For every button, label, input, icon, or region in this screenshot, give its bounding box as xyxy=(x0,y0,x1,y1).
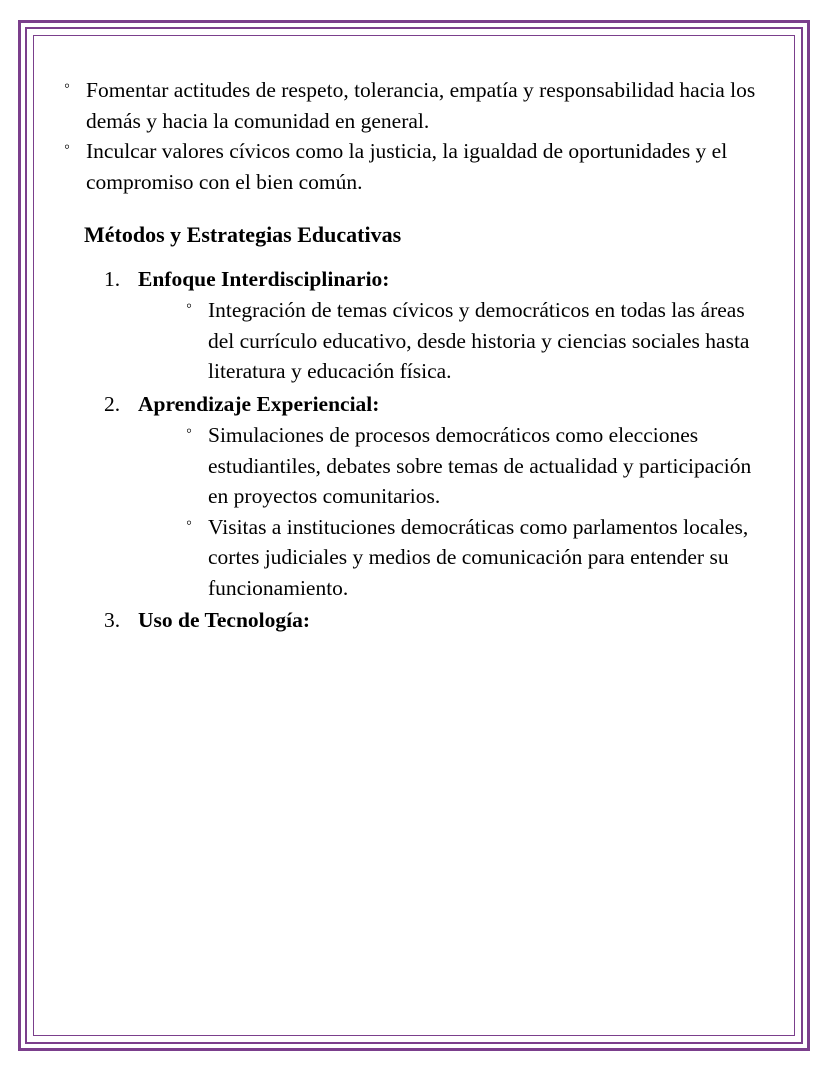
list-item-number: 1. xyxy=(104,266,121,291)
list-item xyxy=(60,605,768,636)
sub-bullet-list xyxy=(182,295,758,387)
sub-bullet-list xyxy=(182,420,758,603)
list-item-title: Enfoque Interdisciplinario: xyxy=(138,266,390,291)
numbered-list xyxy=(60,264,768,636)
list-item-title: Aprendizaje Experiencial: xyxy=(138,391,380,416)
document-content xyxy=(60,75,768,1011)
list-item xyxy=(60,389,768,604)
list-item: ◦ Inculcar valores cívicos como la justicia, la igualdad de oportunidades y el compromiso con el bien común. xyxy=(60,136,768,197)
list-item: ◦ Visitas a instituciones democráticas como parlamentos locales, cortes judiciales y medios de comunicación para entender su funcionamiento. xyxy=(182,512,758,604)
section-heading: Métodos y Estrategias Educativas xyxy=(84,222,402,248)
list-item xyxy=(60,264,768,387)
list-item: ◦ Fomentar actitudes de respeto, tolerancia, empatía y responsabilidad hacia los demás y hacia la comunidad en general. xyxy=(60,75,768,136)
list-item: ◦ Integración de temas cívicos y democráticos en todas las áreas del currículo educativo, desde historia y ciencias sociales hasta literatura y educación física. xyxy=(182,295,758,387)
list-item-title: Uso de Tecnología: xyxy=(138,608,311,633)
list-item-number: 3. xyxy=(104,608,121,633)
list-item: ◦ Simulaciones de procesos democráticos como elecciones estudiantiles, debates sobre temas de actualidad y participación en proyectos comunitarios. xyxy=(182,420,758,512)
top-bullet-list xyxy=(60,75,768,197)
list-item-number: 2. xyxy=(104,391,121,416)
